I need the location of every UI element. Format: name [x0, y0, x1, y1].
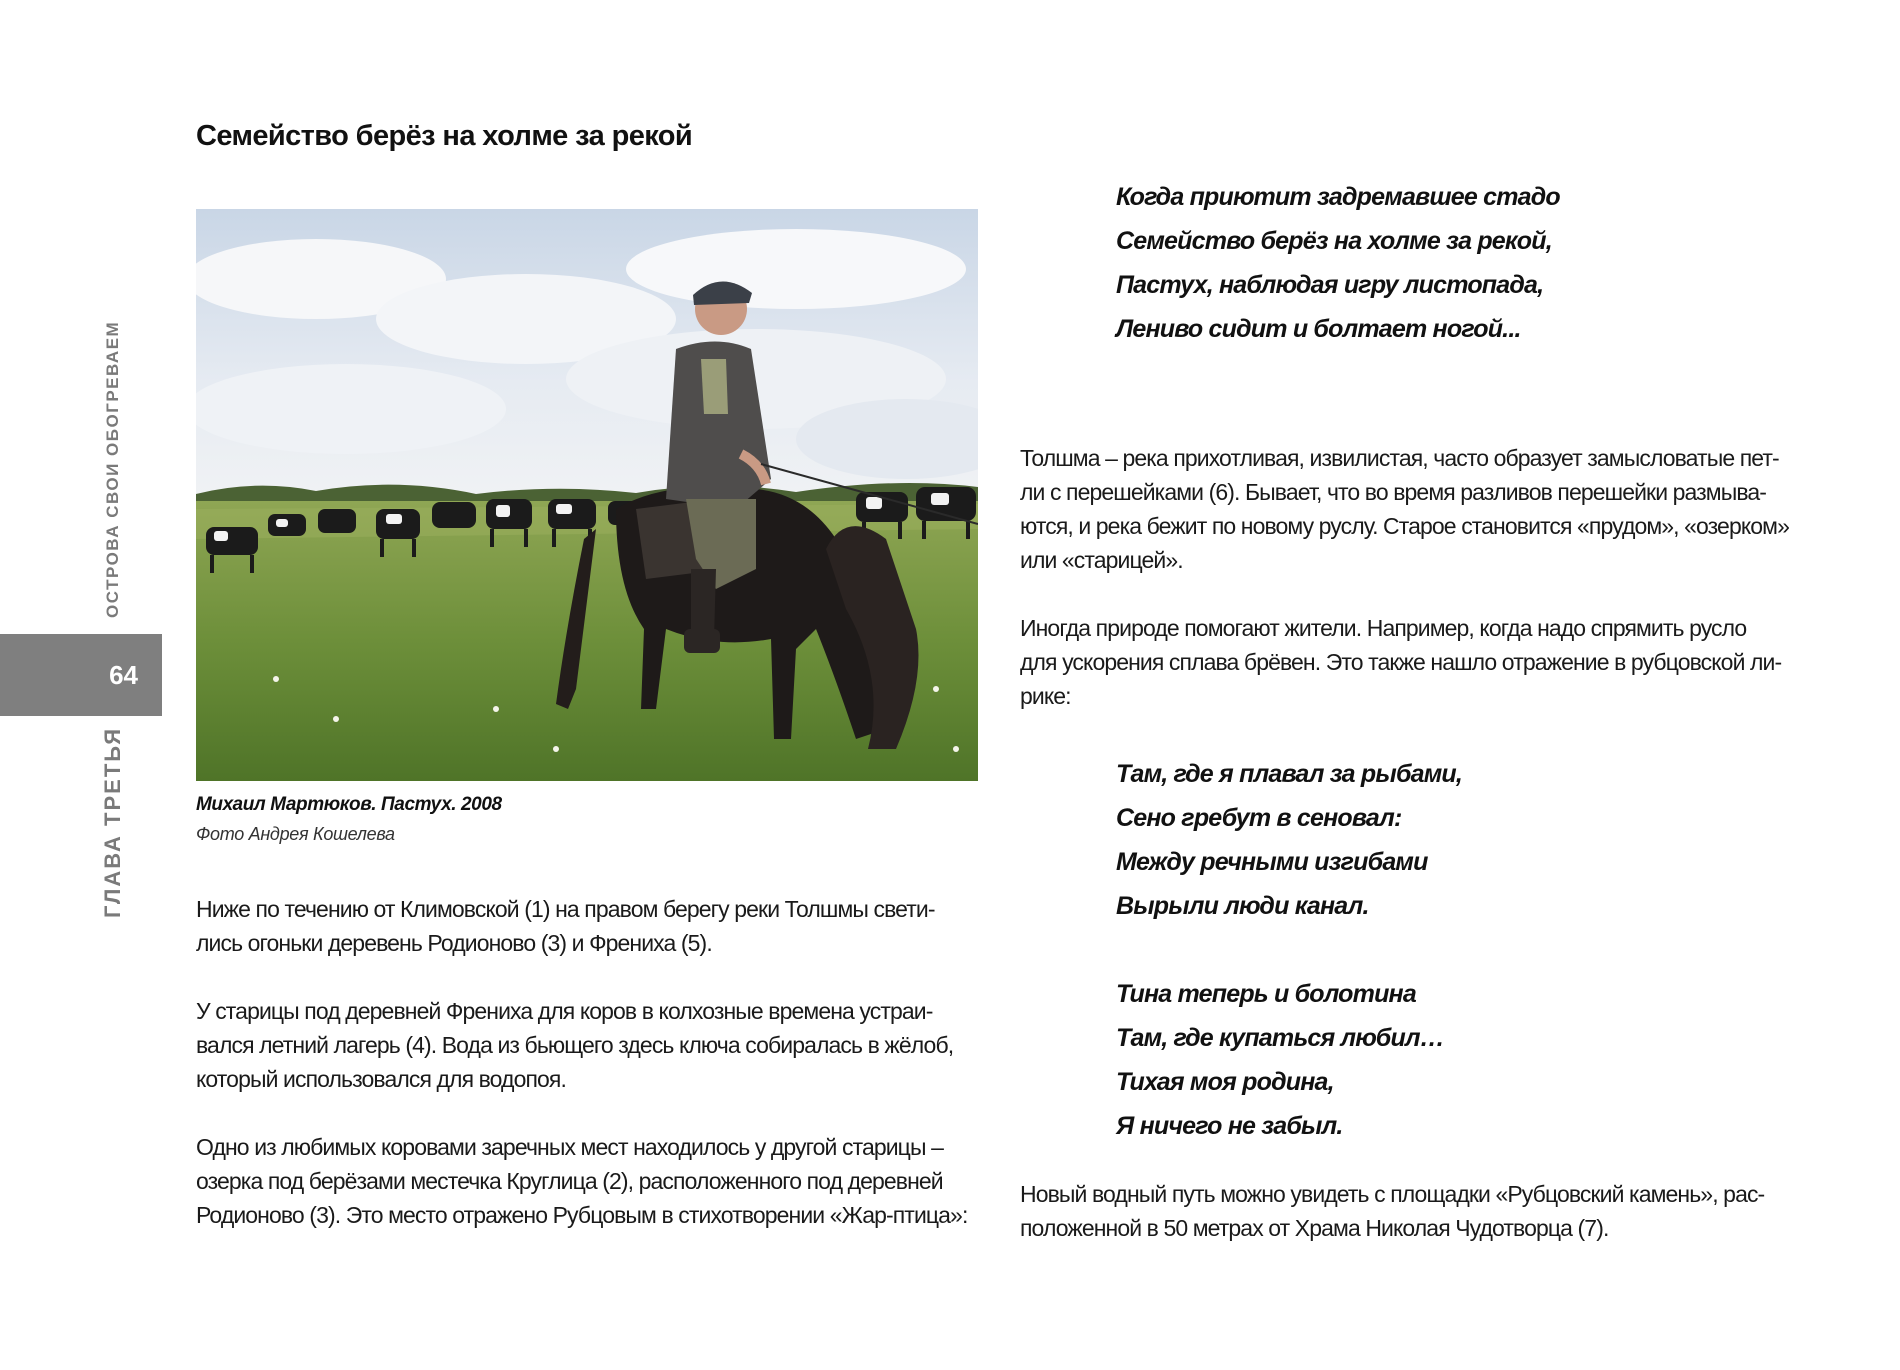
paragraph [196, 1130, 980, 1232]
text-line: Толшма – река прихотливая, извилистая, часто образует замысловатые пет- [1020, 445, 1779, 471]
text-line: рике: [1020, 683, 1071, 709]
photo-credit: Фото Андрея Кошелева [196, 824, 395, 844]
poem-line: Я ничего не забыл. [1116, 1112, 1343, 1140]
text-line: ются, и река бежит по новому руслу. Старое становится «прудом», «озерком» [1020, 513, 1789, 539]
poem-line: Вырыли люди канал. [1116, 892, 1369, 920]
poem-line: Семейство берёз на холме за рекой, [1116, 227, 1552, 255]
text-line: или «старицей». [1020, 547, 1183, 573]
text-line: лись огоньки деревень Родионово (3) и Френиха (5). [196, 930, 712, 956]
poem-line: Пастух, наблюдая игру листопада, [1116, 271, 1544, 299]
right-column-final [1020, 1177, 1804, 1279]
page-number: 64 [109, 659, 138, 690]
photo-caption: Михаил Мартюков. Пастух. 2008 [196, 794, 502, 815]
left-column-text [196, 892, 980, 1266]
page-title: Семейство берёз на холме за рекой [196, 120, 693, 152]
text-line: Ниже по течению от Климовской (1) на правом берегу реки Толшмы свети- [196, 896, 935, 922]
poem-rubtsov [1116, 752, 1816, 1148]
stanza-gap [1116, 928, 1816, 972]
text-line: положенной в 50 метрах от Храма Николая Чудотворца (7). [1020, 1215, 1609, 1241]
text-line: Одно из любимых коровами заречных мест находилось у другой старицы – [196, 1134, 943, 1160]
paragraph [1020, 1177, 1804, 1245]
page-number-badge [0, 634, 162, 716]
text-line: озерка под берёзами местечка Круглица (2), расположенного под деревней [196, 1168, 943, 1194]
poem-line: Сено гребут в сеновал: [1116, 804, 1402, 832]
shepherd-photo [196, 209, 978, 781]
poem-line: Когда приютит задремавшее стадо [1116, 183, 1560, 211]
section-title-vertical: ОСТРОВА СВОИ ОБОГРЕВАЕМ [103, 320, 122, 618]
poem-line: Тина теперь и болотина [1116, 980, 1416, 1008]
text-line: вался летний лагерь (4). Вода из бьющего здесь ключа собиралась в жёлоб, [196, 1032, 954, 1058]
paragraph [1020, 441, 1804, 577]
text-line: который использовался для водопоя. [196, 1066, 566, 1092]
paragraph [196, 892, 980, 960]
text-line: У старицы под деревней Френиха для коров в колхозные времена устраи- [196, 998, 933, 1024]
paragraph [196, 994, 980, 1096]
chapter-title-vertical: ГЛАВА ТРЕТЬЯ [100, 726, 125, 918]
text-line: Иногда природе помогают жители. Например, когда надо спрямить русло [1020, 615, 1747, 641]
paragraph [1020, 611, 1804, 713]
poem-line: Там, где купаться любил… [1116, 1024, 1444, 1052]
poem-line: Там, где я плавал за рыбами, [1116, 760, 1463, 788]
poem-line: Лениво сидит и болтает ногой... [1116, 315, 1521, 343]
poem-epigraph [1116, 175, 1816, 351]
poem-line: Между речными изгибами [1116, 848, 1428, 876]
text-line: для ускорения сплава брёвен. Это также нашло отражение в рубцовской ли- [1020, 649, 1782, 675]
text-line: Родионово (3). Это место отражено Рубцовым в стихотворении «Жар-птица»: [196, 1202, 968, 1228]
right-column-text [1020, 441, 1804, 747]
text-line: ли с перешейками (6). Бывает, что во время разливов перешейки размыва- [1020, 479, 1767, 505]
poem-line: Тихая моя родина, [1116, 1068, 1334, 1096]
text-line: Новый водный путь можно увидеть с площадки «Рубцовский камень», рас- [1020, 1181, 1765, 1207]
